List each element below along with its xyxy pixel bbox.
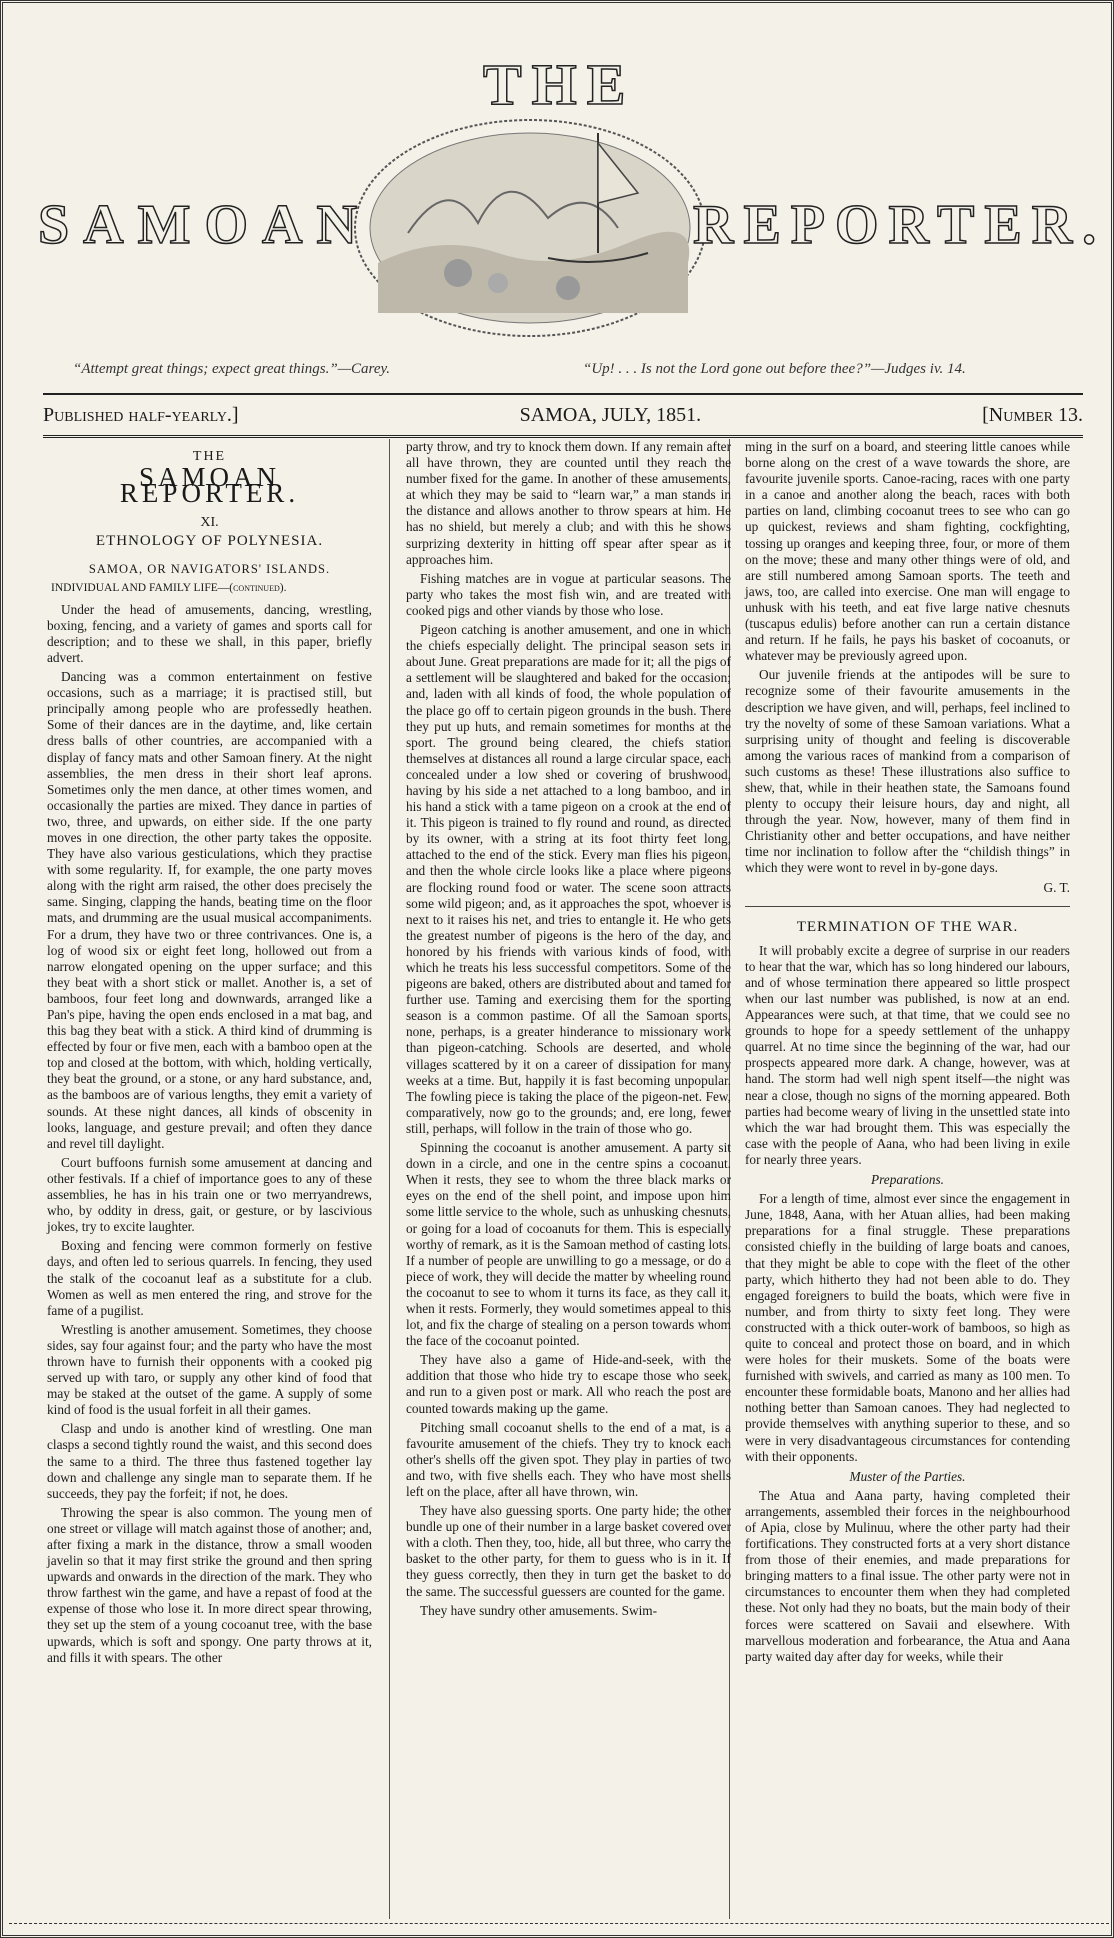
paragraph: Boxing and fencing were common formerly on festive days, and often led to serious quarrels. In fencing, they used the stalk of the cocoanut leaf as a substitute for a club. Women as well as men entered the ring, and strove for the fame of a pugilist. xyxy=(47,1238,372,1318)
paragraph: Court buffoons furnish some amusement at dancing and other festivals. If a chief of importance goes to any of these assemblies, he has in his train one or two merryandrews, who, by oddity in dress, gait, or gesture, or by lascivious jokes, try to excite laughter. xyxy=(47,1154,372,1235)
vignette-illustration xyxy=(348,113,713,343)
masthead-title-left: SAMOAN xyxy=(38,194,371,256)
issue-date: SAMOA, JULY, 1851. xyxy=(519,403,702,426)
paragraph: They have also guessing sports. One party hide; the other bundle up one of their number in a large basket covered over with a cloth. Then they, too, hide, all but three, who carry the basket to the other party, for them to guess who is in it. If they guess correctly, then they in turn get the basket to do the same. The successful guessers are counted for the game. xyxy=(406,1503,731,1599)
paragraph: Wrestling is another amusement. Sometimes, they choose sides, say four against four; and the party who have the most thrown have to furnish their opponents with a cooked pig served up with taro, or supply any other kind of food that may be staked at the outset of the game. A supply of some kind of food is the usual forfeit in all their games. xyxy=(47,1321,372,1418)
paper-kicker: THE xyxy=(192,449,227,464)
section-title: ETHNOLOGY OF POLYNESIA. xyxy=(95,533,324,550)
paragraph: They have also a game of Hide-and-seek, with the addition that those who hide try to escape those who seek, and run to a given post or mark. All who reach the post are counted towards making up the game. xyxy=(406,1352,731,1416)
motto-right: “Up! . . . Is not the Lord gone out before thee?”—Judges iv. 14. xyxy=(583,361,966,377)
column-2 xyxy=(406,439,731,1622)
page-border-bottom xyxy=(9,1923,1109,1928)
masthead-title-right: REPORTER. xyxy=(693,194,1107,256)
paragraph: The Atua and Aana party, having completed their arrangements, assembled their forces in the neighbourhood of Apia, close by Mulinuu, where the other party had their fortifications. They constructed forts at a very short distance from those of their enemies, and made preparations for bringing matters to a final issue. The other party were not in circumstances to encounter them when they had completed these. Not only had they no boats, but the main body of their forces were scattered on Savaii and elsewhere. With marvellous moderation and forbearance, the Atua and Aana party waited day after day for weeks, while their xyxy=(745,1487,1070,1664)
column-1 xyxy=(47,439,372,1669)
paragraph: Pitching small cocoanut shells to the end of a mat, is a favourite amusement of the chiefs. They try to knock each other's shells off the given spot. They play in parties of two and two, with five shells each. They who have most shells left on the place, after all have thrown, win. xyxy=(406,1419,731,1499)
paragraph: Our juvenile friends at the antipodes will be sure to recognize some of their favourite amusements in the description we have given, and will, perhaps, feel inclined to try the novelty of some of these Samoan variations. What a surprising unity of thought and feeling is discoverable among the various races of mankind from a comparison of such customs as these! These illustrations also suffice to shew, that, while in their heathen state, the Samoans found plenty to occupy their leisure hours, day and night, all through the year. Now, however, many of them find in Christianity other and better occupations, and have neither time nor inclination to follow after the “childish things” in which they were wont to revel in by-gone days. xyxy=(745,667,1070,876)
paragraph: Throwing the spear is also common. The young men of one street or village will match against those of another; and, after fixing a mark in the distance, throw a small wooden javelin so that it may first strike the ground and then spring upwards and onwards in the direction of the mark. They who throw farthest win the game, and have a repast of food at the expense of those who lose it. In more direct spear throwing, they set up the stem of a young cocoanut tree, with the base upwards, which is soft and spongy. One party throws at it, and fills it with spears. The other xyxy=(47,1504,372,1665)
masthead-the: THE xyxy=(483,52,636,117)
paragraph: Fishing matches are in vogue at particular seasons. The party who takes the most fish win, and are treated with cooked pigs and other viands by those who lose. xyxy=(406,570,731,618)
column-rule xyxy=(389,439,390,1919)
paragraph: They have sundry other amusements. Swim- xyxy=(420,1602,658,1618)
paragraph: ming in the surf on a board, and steering little canoes while borne along on the crest of a wave towards the shore, are favourite juvenile sports. Canoe-racing, races with one party in a canoe and another along the beach, races with both parties on land, climbing cocoanut trees to see who can go up quickest, reviews and sham fighting, cockfighting, tossing up oranges and keeping three, four, or more of them on the move; these and many other things were of old, and are still numbered among Samoan sports. The teeth and jaws, too, are called into exercise. One man will engage to unhusk with his teeth, and eat five large native chesnuts (tuscapus edulis) before another can run a certain distance and return. If he fails, he pays his basket of cocoanuts, or whatever may be previously agreed upon. xyxy=(745,439,1070,664)
article-divider xyxy=(745,906,1070,907)
paragraph: It will probably excite a degree of surprise in our readers to hear that the war, which has so long hindered our labours, and of whose termination there appeared so little prospect when our last number was published, is now at an end. Appearances were such, at that time, that we could see no grounds to hope for a speedy settlement of the unhappy quarrel. At no time since the beginning of the war, had our prospects appeared more dark. A change, however, was at hand. The storm had well nigh spent itself—the night was near a close, though no signs of the morning appeared. Both parties had become weary of living in the unsettled state into which the war had brought them. This was especially the case with the people of Aana, who had been living in exile for nearly three years. xyxy=(745,942,1070,1167)
subhead-muster: Muster of the Parties. xyxy=(849,1468,966,1484)
subhead-preparations: Preparations. xyxy=(870,1172,944,1188)
paragraph: Dancing was a common entertainment on festive occasions, such as a marriage; it is practised still, but principally among people who are professedly heathen. Some of their dances are in the daytime, and, like certain dress balls of other countries, are accompanied with a display of fancy mats and other Samoan finery. At the night assemblies, the men dress in their short leaf aprons. Sometimes only the men dance, at other times women, and occasionally the parties are mixed. They dance in parties of two, three, and upwards, on either side. If the one party moves in one direction, the other party takes the opposite. They have also various gesticulations, which they practise with some regularity. If, for example, the one party moves along with the right arm raised, the other does precisely the same. Singing, clapping the hands, beating time on the floor mats, and drumming are the usual musical accompaniments. For a drum, they have two or three contrivances. One is, a log of wood six or eight feet long, hollowed out from a narrow elongated opening on the upper surface; and this they beat with a short stick or mallet. Another is, a set of bamboos, four feet long and downwards, arranged like a Pan's pipe, having the open ends enclosed in a mat bag, and this bag they beat with a stick. A third kind of drumming is effected by four or five men, each with a bamboo open at the top and closed at the bottom, with which, holding vertically, they beat the ground, or a stone, or any hard substance, and, as the bamboos are of various lengths, they emit a variety of sounds. At these night dances, all kinds of obscenity in looks, language, and gesture prevail; and often they dance and revel till daylight. xyxy=(47,669,372,1151)
issue-number: [Number 13. xyxy=(982,403,1083,426)
article-subnote: INDIVIDUAL AND FAMILY LIFE—(continued). xyxy=(51,581,287,594)
paragraph: Clasp and undo is another kind of wrestling. One man clasps a second tightly round the waist, and this second does the same to a third. The three thus fastened together lay down and challenge any single man to separate them. If he succeeds, they pay the forfeit; if not, he does. xyxy=(47,1421,372,1501)
paragraph: For a length of time, almost ever since the engagement in June, 1848, Aana, with her Atuan allies, had been making preparations for a final struggle. These preparations consisted chiefly in the building of large boats and canoes, that they might be able to cope with the fleet of the other party, which hitherto they had not been able to do. They engaged foreigners to build the boats, which were five in number, and from thirty to sixty feet long. They were constructed with a thick outer-work of bamboos, so high as quite to conceal and protect those on board, and in which were holes for their muskets. Some of the boats were furnished with swivels, and carried as many as 100 men. To encounter these formidable boats, Manono and her allies had nothing better than Samoan canoes. They had neglected to provide themselves with anything superior to these, and so were in very disadvantageous circumstances for contending with their opponents. xyxy=(745,1191,1070,1464)
author-signature: G. T. xyxy=(1043,879,1070,895)
paragraph: Spinning the cocoanut is another amusement. A party sit down in a circle, and one in the centre spins a cocoanut. When it rests, they see to whom the three black marks or eyes on the end of the shell point, and impose upon him some little service to the whole, such as unhusking chesnuts, or going for a load of cocoanuts for them. This is especially worthy of remark, as it is the Samoan method of casting lots. If a number of people are unwilling to go a message, or do a piece of work, they will decide the matter by wheeling round the cocoanut to see to whom it turns its face, as they call it, when it rests. Formerly, they would sometimes appeal to this lot, and fix the charge of stealing on a person towards whom the face of the cocoanut pointed. xyxy=(406,1140,731,1349)
paragraph: party throw, and try to knock them down. If any remain after all have thrown, they are counted until they reach the number fixed for the game. In another of these amusements, at which they may be said to “learn war,” a man stands in the distance and allows another to throw spears at him. He has no shield, but merely a club; and with this he shows surprizing dexterity in hitting off spear after spear as it approaches him. xyxy=(406,439,731,567)
masthead xyxy=(3,3,1114,377)
paper-banner: SAMOAN REPORTER. xyxy=(119,462,300,509)
article-title-war: TERMINATION OF THE WAR. xyxy=(796,918,1019,935)
dateline xyxy=(43,393,1083,438)
motto-left: “Attempt great things; expect great things.”—Carey. xyxy=(73,361,391,377)
column-3 xyxy=(745,439,1070,1668)
article-subtitle: SAMOA, OR NAVIGATORS' ISLANDS. xyxy=(88,562,331,577)
paragraph: Under the head of amusements, dancing, wrestling, boxing, fencing, and a variety of games and sports call for description; and to these we shall, in this paper, briefly advert. xyxy=(47,601,372,665)
section-number: XI. xyxy=(200,515,219,531)
published-label: Published half-yearly.] xyxy=(43,403,239,426)
paragraph: Pigeon catching is another amusement, and one in which the chiefs especially delight. The principal season sets in about June. Great preparations are made for it; all the pigs of a settlement will be slaughtered and baked for the occasion; and, laden with all kinds of food, the whole population of the place go off to certain pigeon grounds in the bush. There they put up huts, and remain sometimes for months at the sport. The ground being cleared, the chiefs station themselves at distances all round a large circular space, each concealed under a low shed or covering of brushwood, having by his side a net attached to a long bamboo, and in his hand a stick with a tame pigeon on a crook at the end of it. This pigeon is trained to fly round and round, as directed by its owner, with a string at its foot thirty feet long, attached to the end of the stick. Every man flies his pigeon, and then the whole circle looks like a place where pigeons are flocking round food or water. The scene soon attracts some wild pigeon; and, as it approaches the spot, whoever is next to it raises his net, and tries to entangle it. He who gets the greatest number of pigeons is the hero of the day, and honored by his friends with various kinds of food, with which he treats his less successful competitors. Some of the pigeons are baked, others are distributed about and tamed for further use. Taming and exercising them for the sporting season is a common pastime. Of all the Samoan sports, none, perhaps, is a greater hinderance to missionary work than pigeon-catching. Schools are deserted, and whole villages scattered by it on a career of dissipation for many weeks at a time. But, happily it is fast becoming unpopular. The fowling piece is taking the place of the pigeon-net. Few, comparatively, now go to the grounds; and, ere long, fewer still, perhaps, will follow in the train of those who go. xyxy=(406,622,731,1136)
